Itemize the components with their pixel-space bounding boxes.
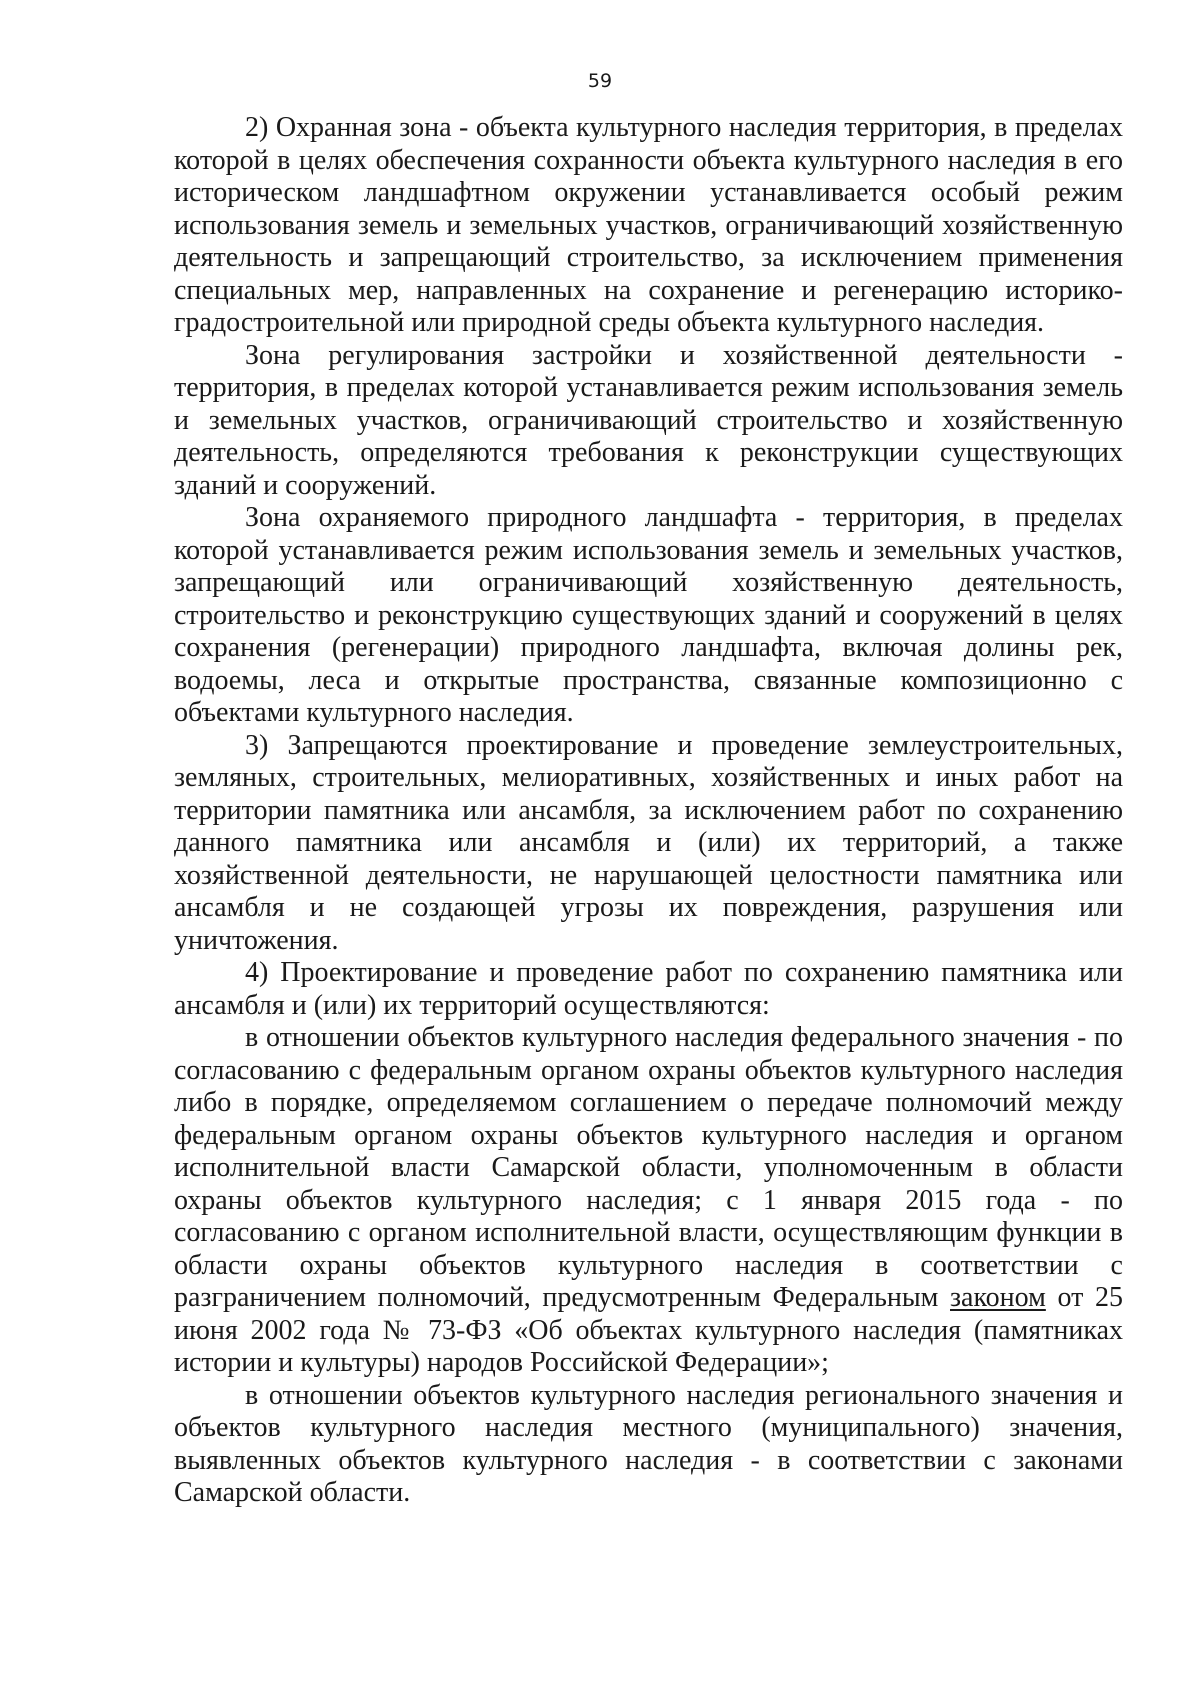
paragraph-protected-zone: 2) Охранная зона - объекта культурного наследия территория, в пределах которой в целях обеспечения сохранности объекта культурного наследия в его историческом ландшафтном окружении устанавливается особый режим использования земель и земельных участков, ограничивающий хозяйственную деятельность и запрещающий строительство, за исключением применения специальных мер, направленных на сохранение и регенерацию историко-градостроительной или природной среды объекта культурного наследия. bbox=[174, 112, 1123, 338]
page-number: 59 bbox=[587, 70, 613, 92]
paragraph-federal-objects bbox=[174, 1022, 1123, 1380]
federal-objects-text-start: в отношении объектов культурного наследия федерального значения - по согласованию с федеральным органом охраны объектов культурного наследия либо в порядке, определяемом соглашением о передаче полномочий между федеральным органом охраны объектов культурного наследия и органом исполнительной власти Самарской области, уполномоченным в области охраны объектов культурного наследия; с 1 января 2015 года - по согласованию с органом исполнительной власти, осуществляющим функции в области охраны объектов культурного наследия в соответствии с разграничением полномочий, предусмотренным Федеральным bbox=[174, 1022, 1123, 1313]
paragraph-regional-objects: в отношении объектов культурного наследия регионального значения и объектов культурного наследия местного (муниципального) значения, выявленных объектов культурного наследия - в соответствии с законами Самарской области. bbox=[174, 1379, 1123, 1508]
federal-objects-text-end: от 25 июня 2002 года № 73-ФЗ «Об объектах культурного наследия (памятниках истории и культуры) народов Российской Федерации»; bbox=[174, 1282, 1123, 1378]
paragraph-natural-landscape-zone: Зона охраняемого природного ландшафта - территория, в пределах которой устанавливается режим использования земель и земельных участков, запрещающий или ограничивающий хозяйственную деятельность, строительство и реконструкцию существующих зданий и сооружений в целях сохранения (регенерации) природного ландшафта, включая долины рек, водоемы, леса и открытые пространства, связанные композиционно с объектами культурного наследия. bbox=[174, 502, 1123, 728]
document-body bbox=[174, 112, 1123, 1510]
paragraph-development-regulation-zone: Зона регулирования застройки и хозяйственной деятельности - территория, в пределах которой устанавливается режим использования земель и земельных участков, ограничивающий строительство и хозяйственную деятельность, определяются требования к реконструкции существующих зданий и сооружений. bbox=[174, 339, 1123, 501]
federal-law-link[interactable]: законом bbox=[950, 1282, 1046, 1313]
paragraph-works-procedure: 4) Проектирование и проведение работ по сохранению памятника или ансамбля и (или) их территорий осуществляются: bbox=[174, 957, 1123, 1021]
paragraph-works-prohibition: 3) Запрещаются проектирование и проведение землеустроительных, земляных, строительных, мелиоративных, хозяйственных и иных работ на территории памятника или ансамбля, за исключением работ по сохранению данного памятника или ансамбля и (или) их территорий, а также хозяйственной деятельности, не нарушающей целостности памятника или ансамбля и не создающей угрозы их повреждения, разрушения или уничтожения. bbox=[174, 729, 1123, 956]
